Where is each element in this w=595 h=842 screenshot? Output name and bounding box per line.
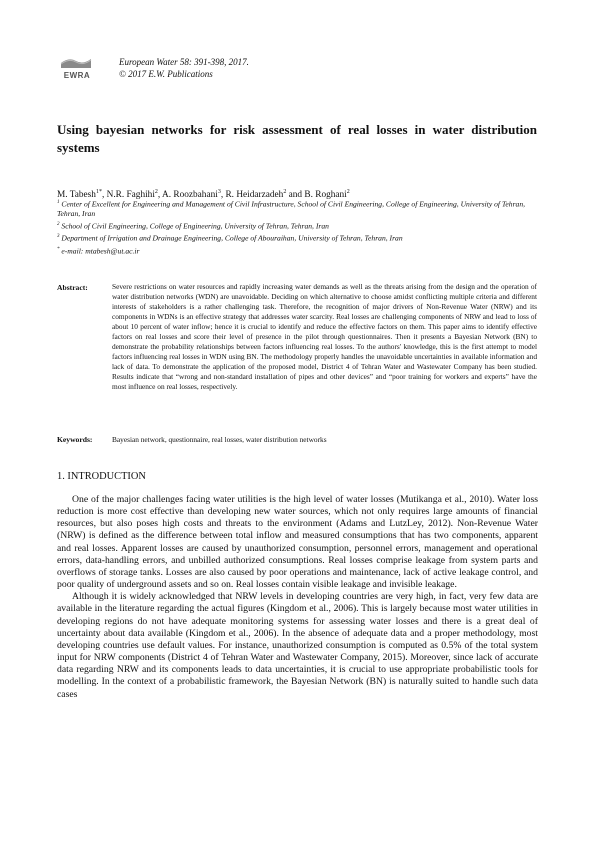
abstract-label: Abstract: — [57, 283, 88, 292]
author-name: R. Heidarzadeh — [225, 190, 284, 201]
journal-citation: European Water 58: 391-398, 2017. — [119, 57, 249, 67]
author-name: N.R. Faghihi — [106, 190, 155, 201]
author-affiliation-mark: 3 — [217, 189, 221, 195]
affiliation-text: e-mail: mtabesh@ut.ac.ir — [59, 246, 140, 256]
author-affiliation-mark: 2 — [154, 189, 158, 195]
keywords-label: Keywords: — [57, 435, 93, 444]
affiliation-list — [57, 198, 537, 257]
affiliation-item — [57, 198, 537, 219]
affiliation-item — [57, 232, 537, 243]
affiliation-text: School of Civil Engineering, College of Engineering, University of Tehran, Tehran, Iran — [59, 221, 329, 231]
body-paragraph: One of the major challenges facing water utilities is the high level of water losses (Mutikanga et al., 2010). Water loss reduction is more cost effective than developing new water sources, which not only requires large amounts of financial resources, but also poses high costs and threats to the environment (Adams and LutzLey, 2012). Non-Revenue Water (NRW) is defined as the difference between total inflow and measured consumptions that has two components, apparent and real losses. Apparent losses are caused by unauthorized consumption, personnel errors, management and operational errors, data-handling errors, and unbilled authorized consumptions. Real losses comprise leakage from system parts and overflows of storage tanks. Losses are also caused by poor operations and maintenance, lack of active leakage control, and poor quality of underground assets and so on. Real losses contain visible leakage and invisible leakage. — [57, 494, 538, 591]
section-body — [57, 494, 538, 701]
section-heading: 1. INTRODUCTION — [57, 471, 146, 482]
affiliation-item — [57, 220, 537, 231]
affiliation-mark: 3 — [57, 234, 60, 240]
affiliation-item — [57, 245, 537, 256]
journal-info — [119, 57, 249, 80]
logo-text: EWRA — [63, 71, 91, 80]
affiliation-mark: 1 — [57, 200, 60, 205]
author-affiliation-mark: 2 — [283, 189, 287, 195]
affiliation-text: Center of Excellent for Engineering and Management of Civil Infrastructure, School of Civil Engineering, College of Engineering, University of Tehran, Tehran, Iran — [57, 199, 526, 219]
journal-publisher: © 2017 E.W. Publications — [119, 68, 213, 79]
paper-title: Using bayesian networks for risk assessment of real losses in water distribution systems — [57, 122, 537, 155]
logo-wave-icon — [59, 57, 93, 70]
affiliation-mark: * — [57, 246, 60, 252]
abstract-text: Severe restrictions on water resources and rapidly increasing water demands as well as the threats arising from the design and the operation of water distribution networks (WDN) are unavoidable. Deciding on which alternative to choose amidst conflicting multiple criteria and different interests of stakeholders is a rather challenging task. Therefore, the recognition of major drivers of Non-Revenue Water (NRW) and its components in WDNs is an effective strategy that addresses water scarcity. Real losses are challenging components of NRW and lead to loss of about 10 percent of water inflow; hence it is crucial to identify and reduce the effective factors on them. This paper aims to identify effective factors on real losses and score their level of presence in the pilot through questionnaires. Then it presents a Bayesian Network (BN) to demonstrate the probability relationships between factors influencing real losses. To the authors' knowledge, this is the first attempt to model factors influencing real losses in WDN using BN. The methodology properly handles the unavoidable uncertainties in available information and lack of data. To demonstrate the application of the proposed model, District 4 of Tehran Water and Wastewater Company has been studied. Results indicate that “wrong and non-standard installation of pipes and other devices” and “poor training for workers and experts” have the most influence on real losses, respectively. — [112, 282, 537, 392]
affiliation-mark: 2 — [57, 222, 60, 228]
body-paragraph: Although it is widely acknowledged that NRW levels in developing countries are very high, in fact, very few data are available in the literature regarding the actual figures (Kingdom et al., 2006). This is largely because most water utilities in developing regions do not have adequate monitoring systems for assessing water losses and there is a great deal of uncertainty about data available (Kingdom et al., 2006). In the absence of adequate data and a proper methodology, most developing countries use default values. For instance, unauthorized consumption is computed as 0.5% of the total system input for NRW components (District 4 of Tehran Water and Wastewater Company, 2015). Moreover, since lack of accurate data regarding NRW and its components leads to data uncertainties, it is crucial to use appropriate probabilistic tools for modelling. In the context of a probabilistic framework, the Bayesian Network (BN) is naturally suited to handle such data cases — [57, 591, 538, 700]
author-name: A. Roozbahani — [162, 190, 218, 201]
author-affiliation-mark: 2 — [346, 189, 350, 195]
author-affiliation-mark: 1* — [95, 189, 102, 195]
journal-logo — [57, 57, 97, 83]
keywords-text: Bayesian network, questionnaire, real losses, water distribution networks — [112, 435, 327, 444]
author-list: M. Tabesh$^{1*}$, N.R. Faghihi$^2$, A. Roozbahani$^3$, R. Heidarzadeh$^2$ and B. Roghani$^2$ — [57, 189, 350, 201]
author-name: M. Tabesh — [57, 190, 96, 201]
author-name: B. Roghani — [304, 190, 347, 201]
affiliation-text: Department of Irrigation and Drainage Engineering, College of Abouraihan, University of Tehran, Tehran, Iran — [59, 233, 403, 243]
